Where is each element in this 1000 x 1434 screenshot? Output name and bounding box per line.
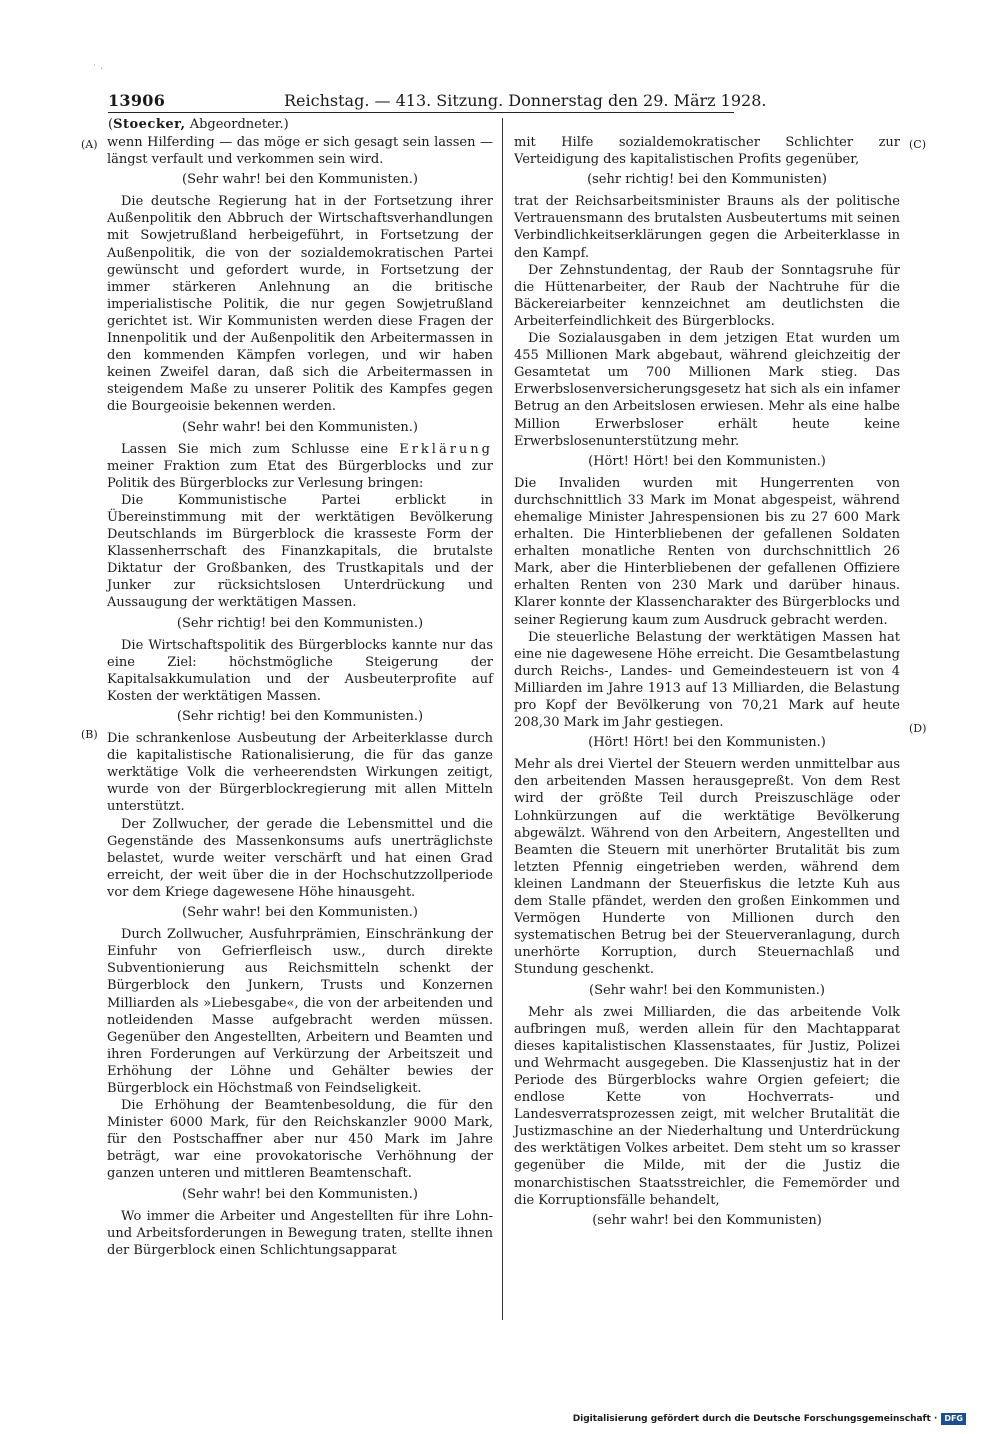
margin-letter-b: (B) [81, 728, 98, 741]
scan-specks: ˙ · [92, 64, 104, 75]
paragraph-text: meiner Fraktion zum Etat des Bürgerblocks und zur Politik des Bürgerblocks zur Verlesung bringen: [107, 458, 493, 491]
margin-letter-a: (A) [81, 138, 98, 151]
margin-letter-c: (C) [909, 138, 926, 151]
interjection: (Hört! Hört! bei den Kommunisten.) [588, 735, 826, 751]
interjection: (Sehr wahr! bei den Kommunisten.) [589, 982, 825, 998]
interjection: (Sehr wahr! bei den Kommunisten.) [182, 1186, 418, 1202]
speaker-name: Stoecker, [113, 117, 186, 132]
footer-credit-text: Digitalisierung gefördert durch die Deutsche Forschungsgemeinschaft · [572, 1414, 938, 1424]
interjection: (Sehr wahr! bei den Kommunisten.) [182, 172, 418, 188]
paragraph: Die Kommunistische Partei erblickt in Übereinstimmung mit der werktätigen Bevölkerung Deutschlands im Bürgerblock die krasseste Form der Klassenherrschaft des Finanzkapitals, die brutalste Diktatur der Großbanken, des Trustkapitals und der Junker zur rücksichtslosen Unterdrückung und Aussaugung der werktätigen Massen. [107, 492, 493, 611]
paragraph: Der Zollwucher, der gerade die Lebensmittel und die Gegenstände des Massenkonsums aufs unerträglichste belastet, wurde weiter verschärft und hat einen Grad erreicht, der weit über die in der Hochschutzzollperiode vor dem Kriege dagewesene Höhe hinausgeht. [107, 816, 493, 900]
paragraph: Die Sozialausgaben in dem jetzigen Etat wurden um 455 Millionen Mark abgebaut, während gleichzeitig der Gesamtetat um 700 Millionen Mark stieg. Das Erwerbslosenversicherungsgesetz hat sich als ein infamer Betrug an den Arbeitslosen erwiesen. Mehr als eine halbe Million Erwerbsloser erhält heute keine Erwerbslosenunterstützung mehr. [514, 331, 900, 449]
interjection: (Sehr richtig! bei den Kommunisten.) [176, 615, 424, 631]
interjection: (sehr richtig! bei den Kommunisten) [587, 172, 827, 188]
speaker-role: Abgeordneter.) [189, 117, 289, 132]
interjection: (Sehr wahr! bei den Kommunisten.) [182, 905, 418, 921]
column-divider [502, 118, 503, 1320]
paragraph-continuation: Die schrankenlose Ausbeutung der Arbeiterklasse durch die kapitalistische Rationalisierung, die für das ganze werktätige Volk die verheerendsten Wirkungen zeitigt, wurde von der Bürgerblockregierung mit allen Mitteln unterstützt. [107, 731, 493, 815]
speaker-line: (Stoecker, Abgeordneter.) [108, 117, 289, 132]
right-text-column [514, 134, 900, 1234]
interjection: (Sehr wahr! bei den Kommunisten.) [182, 419, 418, 435]
paragraph: Die deutsche Regierung hat in der Fortsetzung ihrer Außenpolitik den Abbruch der Wirtschaftsverhandlungen mit Sowjetrußland herbeigeführt, in Fortsetzung der Außenpolitik, die von der sozialdemokratischen Partei gewünscht und gefordert wurde, in Fortsetzung der immer stärkeren Anlehnung an die britische imperialistische Politik, die nur gegen Sowjetrußland gerichtet ist. Wir Kommunisten werden diese Fragen der Innenpolitik und der Außenpolitik den Arbeitermassen in den kommenden Kämpfen vorlegen, und wir haben keinen Zweifel daran, daß sich die Arbeitermassen in steigendem Maße zu unserer Politik des Kampfes gegen die Bourgeoisie bekennen werden. [107, 194, 493, 415]
interjection: (Sehr richtig! bei den Kommunisten.) [176, 709, 424, 724]
dfg-logo: DFG [941, 1413, 966, 1425]
paragraph-continuation: Die Invaliden wurden mit Hungerrenten von durchschnittlich 33 Mark im Monat abgespeist, während ehemalige Minister Jahrespensionen bis zu 27 600 Mark erhalten. Die Hinterbliebenen der gefallenen Soldaten erhalten monatliche Renten von durchschnittlich 26 Mark, aber die Hinterbliebenen der gefallenen Offiziere erhalten Renten von 230 Mark und darüber hinaus. Klarer konnte der Klassencharakter des Bürgerblocks und seiner Regierung kaum zum Ausdruck gebracht werden. [514, 475, 900, 628]
footer-credit [573, 1412, 966, 1426]
margin-letter-d: (D) [909, 722, 927, 735]
paragraph: Durch Zollwucher, Ausfuhrprämien, Einschränkung der Einfuhr von Gefrierfleisch usw., durch direkte Subventionierung aus Reichsmitteln schenkt der Bürgerblock den Junkern, Trusts und Konzernen Milliarden als »Liebesgabe«, die von der arbeitenden und notleidenden Masse aufgebracht werden müssen. Gegenüber den Angestellten, Arbeitern und Beamten und ihren Forderungen auf Verkürzung der Arbeitszeit und Erhöhung der Löhne und Gehälter bewies der Bürgerblock ein Höchstmaß von Feindseligkeit. [107, 927, 493, 1096]
paragraph-continuation: trat der Reichsarbeitsminister Brauns als der politische Vertrauensmann des brutalsten Ausbeutertums mit seinen Verbindlichkeitserklärungen gegen die Arbeiterklasse in den Kampf. [514, 194, 900, 261]
paragraph-continuation: Mehr als drei Viertel der Steuern werden unmittelbar aus den arbeitenden Massen herausgepreßt. Von dem Rest wird der größte Teil durch Preiszuschläge oder Lohnkürzungen auf die werktätige Bevölkerung abgewälzt. Während von den Arbeitern, Angestellten und Beamten die Steuern mit unerhörter Brutalität bis zum letzten Pfennig eingetrieben werden, während dem kleinen Landmann der Steuerfiskus die letzte Kuh aus dem Stalle pfändet, werden den großen Einkommen und Vermögen Hunderte von Millionen durch den systematischen Betrug bei der Steuerveranlagung, durch unerhörte Korruption, durch Steuernachlaß und Stundung geschenkt. [514, 757, 900, 978]
paragraph: Die Erhöhung der Beamtenbesoldung, die für den Minister 6000 Mark, für den Reichskanzler 9000 Mark, für den Postschaffner aber nur 450 Mark im Jahre beträgt, war eine provokatorische Verhöhnung der ganzen unteren und mittleren Beamtenschaft. [107, 1098, 493, 1182]
page-number: 13906 [108, 91, 166, 110]
spaced-emphasis: Erklärung [399, 441, 493, 457]
paragraph: Der Zehnstundentag, der Raub der Sonntagsruhe für die Hüttenarbeiter, der Raub der Nachtruhe für die Bäckereiarbeiter kennzeichnet am deutlichsten die Arbeiterfeindlichkeit des Bürgerblocks. [514, 262, 900, 329]
paragraph-continuation: wenn Hilferding — das möge er sich gesagt sein lassen — längst verfault und verkommen sein wird. [107, 135, 493, 168]
interjection: (sehr wahr! bei den Kommunisten) [592, 1212, 822, 1228]
running-title: Reichstag. — 413. Sitzung. Donnerstag den 29. März 1928. [284, 91, 767, 110]
paragraph: Mehr als zwei Milliarden, die das arbeitende Volk aufbringen muß, werden allein für den Machtapparat dieses kapitalistischen Klassenstaates, für Justiz, Polizei und Wehrmacht ausgegeben. Die Klassenjustiz hat in der Periode des Bürgerblocks wahre Orgien gefeiert; die endlose Kette von Hochverrats- und Landesverratsprozessen zeigt, mit welcher Brutalität die Justizmaschine an der Niederhaltung und Unterdrückung des werktätigen Volkes arbeitet. Dem steht um so krasser gegenüber die Milde, mit der die Justiz die monarchistischen Staatsstreichler, die Fememörder und die Korruptionsfälle behandelt, [514, 1004, 900, 1208]
paragraph [107, 441, 493, 492]
left-text-column [107, 134, 493, 1259]
paragraph-text: Lassen Sie mich zum Schlusse eine [121, 441, 389, 457]
paragraph: Die Wirtschaftspolitik des Bürgerblocks kannte nur das eine Ziel: höchstmögliche Steigerung der Kapitalsakkumulation und der Ausbeuterprofite auf Kosten der werktätigen Massen. [107, 637, 493, 704]
paragraph-continuation: mit Hilfe sozialdemokratischer Schlichter zur Verteidigung des kapitalistischen Profits gegenüber, [514, 135, 900, 168]
paragraph: Wo immer die Arbeiter und Angestellten für ihre Lohn- und Arbeitsforderungen in Bewegung traten, stellte ihnen der Bürgerblock einen Schlichtungsapparat [107, 1208, 493, 1258]
page-header [108, 90, 767, 113]
interjection: (Hört! Hört! bei den Kommunisten.) [588, 453, 826, 469]
paragraph: Die steuerliche Belastung der werktätigen Massen hat eine nie dagewesene Höhe erreicht. Die Gesamtbelastung durch Reichs-, Landes- und Gemeindesteuern ist von 4 Milliarden im Jahre 1913 auf 13 Milliarden, die Belastung pro Kopf der Bevölkerung von 70,21 Mark auf heute 208,30 Mark im Jahr gestiegen. [514, 629, 900, 731]
